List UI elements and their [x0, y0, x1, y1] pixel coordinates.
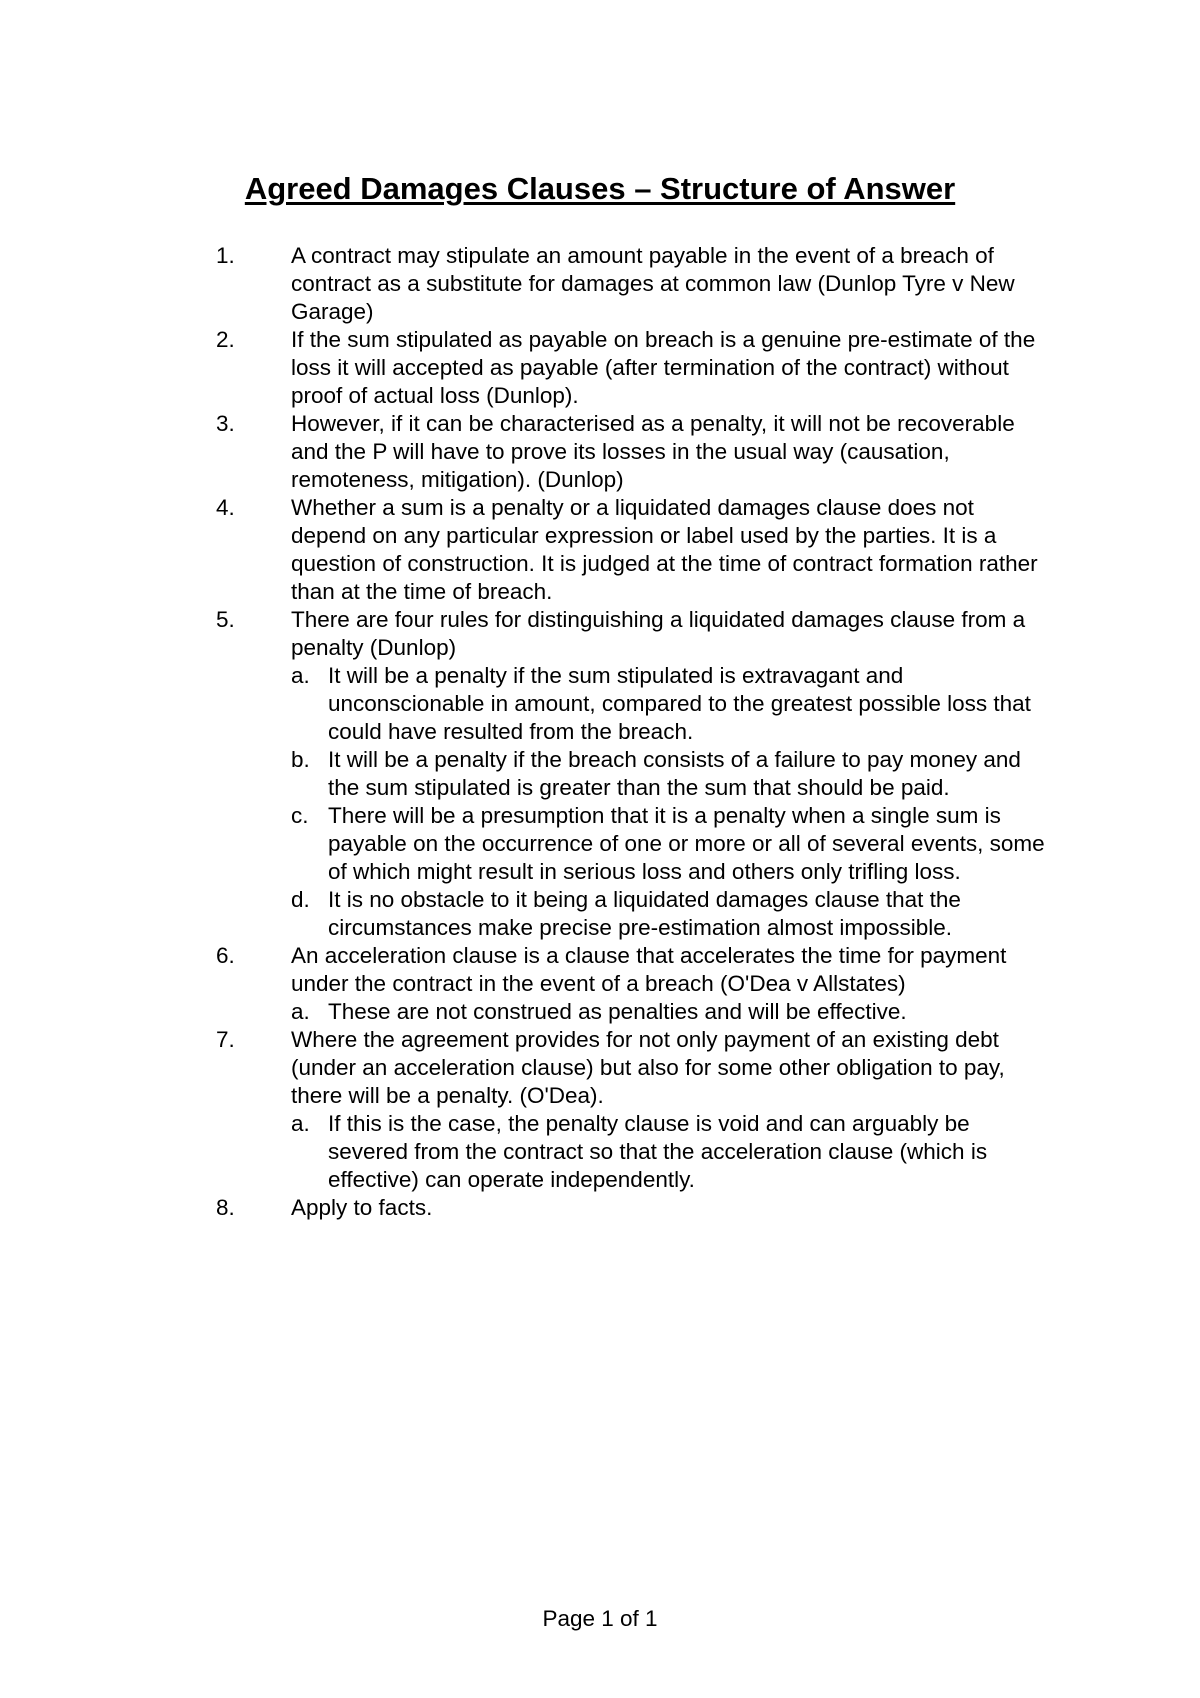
item-text: Where the agreement provides for not only payment of an existing debt (under an acceleration clause) but also for some other obligation to pay, there will be a penalty. (O'Dea).: [291, 1027, 1005, 1108]
item-text: If the sum stipulated as payable on breach is a genuine pre-estimate of the loss it will accepted as payable (after termination of the contract) without proof of actual loss (Dunlop).: [291, 327, 1036, 408]
sub-item-letter: b.: [291, 747, 310, 772]
item-number: 4.: [216, 495, 235, 520]
sub-item: [291, 1110, 1046, 1194]
sub-item-letter: a.: [291, 999, 310, 1024]
sub-item-text: If this is the case, the penalty clause is void and can arguably be severed from the contract so that the acceleration clause (which is effective) can operate independently.: [328, 1111, 988, 1192]
item-number: 3.: [216, 411, 235, 436]
item-body: [291, 410, 1046, 494]
item-body: [291, 494, 1046, 606]
page-footer: Page 1 of 1: [542, 1606, 658, 1631]
sub-list: [291, 1110, 1046, 1194]
sub-item-text: It will be a penalty if the breach consists of a failure to pay money and the sum stipulated is greater than the sum that should be paid.: [328, 747, 1021, 800]
sub-item-letter: a.: [291, 663, 310, 688]
answer-structure-list: [216, 242, 1046, 1222]
item-number: 5.: [216, 607, 235, 632]
item-text: An acceleration clause is a clause that accelerates the time for payment under the contract in the event of a breach (O'Dea v Allstates): [291, 943, 1007, 996]
list-item: [216, 1026, 1046, 1194]
sub-item-text: There will be a presumption that it is a penalty when a single sum is payable on the occurrence of one or more or all of several events, some of which might result in serious loss and others only trifling loss.: [328, 803, 1045, 884]
item-text: Whether a sum is a penalty or a liquidated damages clause does not depend on any particular expression or label used by the parties. It is a question of construction. It is judged at the time of contract formation rather than at the time of breach.: [291, 495, 1038, 604]
item-body: [291, 1194, 1046, 1222]
list-item: [216, 942, 1046, 1026]
sub-item: [291, 998, 1046, 1026]
item-number: 1.: [216, 243, 235, 268]
item-body: [291, 942, 1046, 1026]
item-body: [291, 1026, 1046, 1194]
list-item: [216, 326, 1046, 410]
item-body: [291, 606, 1046, 942]
item-number: 2.: [216, 327, 235, 352]
sub-list: [291, 998, 1046, 1026]
sub-item-letter: a.: [291, 1111, 310, 1136]
list-item: [216, 494, 1046, 606]
item-text: Apply to facts.: [291, 1195, 433, 1220]
sub-item-letter: d.: [291, 887, 310, 912]
list-item: [216, 410, 1046, 494]
list-item: [216, 606, 1046, 942]
sub-item: [291, 886, 1046, 942]
item-text: There are four rules for distinguishing a liquidated damages clause from a penalty (Dunlop): [291, 607, 1026, 660]
sub-item: [291, 662, 1046, 746]
list-item: [216, 1194, 1046, 1222]
sub-item-letter: c.: [291, 803, 309, 828]
sub-list: [291, 662, 1046, 942]
page-title: Agreed Damages Clauses – Structure of Answer: [244, 171, 956, 206]
item-body: [291, 242, 1046, 326]
sub-item-text: It will be a penalty if the sum stipulated is extravagant and unconscionable in amount, compared to the greatest possible loss that could have resulted from the breach.: [328, 663, 1031, 744]
item-number: 8.: [216, 1195, 235, 1220]
item-text: A contract may stipulate an amount payable in the event of a breach of contract as a substitute for damages at common law (Dunlop Tyre v New Garage): [291, 243, 1015, 324]
sub-item-text: It is no obstacle to it being a liquidated damages clause that the circumstances make precise pre-estimation almost impossible.: [328, 887, 961, 940]
sub-item-text: These are not construed as penalties and will be effective.: [328, 999, 907, 1024]
item-body: [291, 326, 1046, 410]
list-item: [216, 242, 1046, 326]
item-number: 7.: [216, 1027, 235, 1052]
sub-item: [291, 746, 1046, 802]
sub-item: [291, 802, 1046, 886]
item-text: However, if it can be characterised as a penalty, it will not be recoverable and the P will have to prove its losses in the usual way (causation, remoteness, mitigation). (Dunlop): [291, 411, 1015, 492]
item-number: 6.: [216, 943, 235, 968]
